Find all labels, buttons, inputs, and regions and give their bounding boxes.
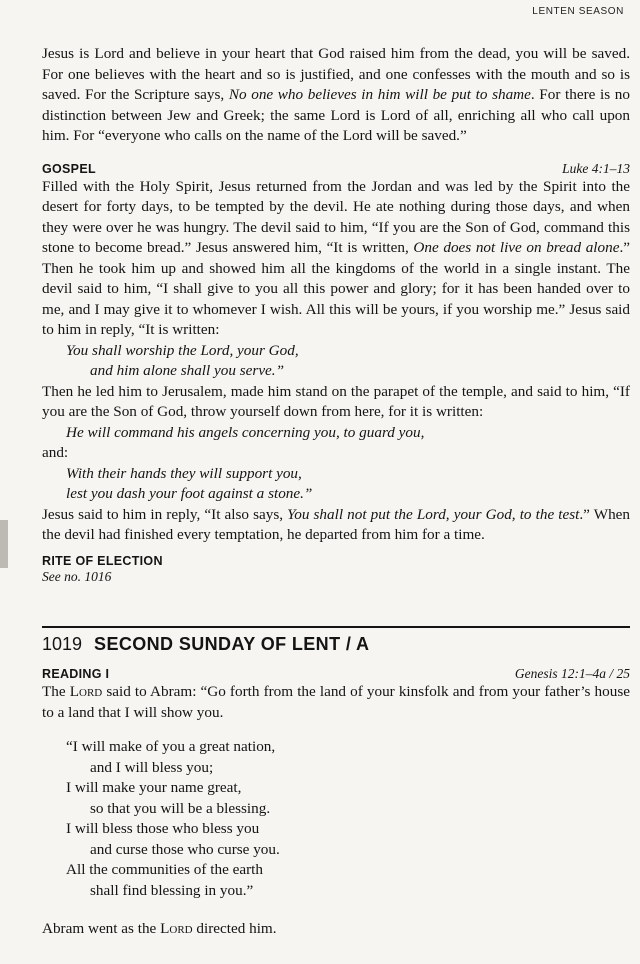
gospel-p1-quote: One does not live on bread alone [413,239,620,256]
gospel-paragraph-1 [42,177,630,341]
sunday-number: 1019 [42,634,83,654]
quote-line: With their hands they will support you, [66,464,302,482]
running-head: LENTEN SEASON [532,6,624,17]
gospel-header [42,161,630,177]
romans-text-b: . For there is no distinction between Jew and Greek; the same Lord is Lord of all, enriching all who call upon him. For “everyone who calls on the name of the Lord will be saved.” [42,86,630,144]
gospel-p3-b: .” When the devil had finished every temptation, he departed from him for a time. [42,505,631,543]
page-body [42,44,630,586]
verse-line: and curse those who curse you. [90,840,280,858]
verse-line: I will bless those who bless you [66,820,260,837]
gospel-paragraph-3 [42,505,630,546]
gospel-p1-a: Filled with the Holy Spirit, Jesus returned from the Jordan and was led by the Spirit into the desert for forty days, to be tempted by the devil. He ate nothing during those days, and when they were over he was hungry. The devil said to him, “If you are the Son of God, command this stone to become bread.” Jesus answered him, “It is written, [42,177,630,256]
page-tab-marker [0,520,8,568]
and-label: and: [42,444,69,461]
reading-intro-a: The [42,683,70,700]
reading-closing [42,919,630,940]
romans-paragraph [42,44,630,147]
quote-line: and him alone shall you serve.” [90,362,285,379]
verse-line: I will make your name great, [66,779,242,796]
reading-1 [42,666,630,940]
gospel-p1-b: .” Then he took him up and showed him all the kingdoms of the world in a single instant. The devil said to him, “I shall give to you all this power and glory; for it has been handed over to me, and I may give it to whomever I wish. All this will be yours, if you worship me.” Jesus said to him in reply, “It is written: [42,239,630,338]
romans-quote: No one who believes in him will be put to shame [228,86,531,103]
reading-verse [42,737,630,901]
rite-title: RITE OF ELECTION [42,553,163,568]
sunday-title: SECOND SUNDAY OF LENT / A [94,634,370,654]
reading-closing-a: Abram went as the [42,920,161,937]
reading-intro [42,682,630,723]
quote-line: lest you dash your foot against a stone.” [66,485,313,502]
verse-line: and I will bless you; [90,758,214,776]
reading-header [42,666,630,682]
gospel-p3-quote: You shall not put the Lord, your God, to the test [287,505,580,523]
reading-closing-b: directed him. [192,920,277,937]
lord-smallcaps: Lord [69,683,103,700]
gospel-title: GOSPEL [42,161,96,176]
rite-see-reference: See no. 1016 [42,568,112,584]
verse-line: All the communities of the earth [66,861,263,878]
lord-smallcaps: Lord [160,920,193,937]
sunday-heading [42,626,630,655]
quote-line: He will command his angels concerning you, to guard you, [66,423,425,441]
gospel-paragraph-2: Then he led him to Jerusalem, made him stand on the parapet of the temple, and said to him, “If you are the Son of God, throw yourself down from here, for it is written: [42,382,630,420]
verse-line: “I will make of you a great nation, [66,738,276,755]
reading-reference: Genesis 12:1–4a / 25 [514,666,630,681]
romans-text-a: Jesus is Lord and believe in your heart that God raised him from the dead, you will be saved. For one believes with the heart and so is justified, and one confesses with the mouth and so is saved. For the Scripture says, [42,45,630,103]
gospel-quote-3 [42,464,630,505]
gospel-reference: Luke 4:1–13 [562,160,630,176]
rite-header [42,554,630,568]
gospel-p3-a: Jesus said to him in reply, “It also says, [42,505,288,523]
reading-intro-b: said to Abram: “Go forth from the land of your kinsfolk and from your father’s house to a land that I will show you. [42,683,630,721]
reading-title: READING I [42,667,110,681]
verse-line: so that you will be a blessing. [90,799,271,817]
gospel-quote-1 [42,341,630,382]
quote-line: You shall worship the Lord, your God, [66,341,299,359]
gospel-quote-2 [42,423,630,444]
verse-line: shall find blessing in you.” [90,881,254,899]
